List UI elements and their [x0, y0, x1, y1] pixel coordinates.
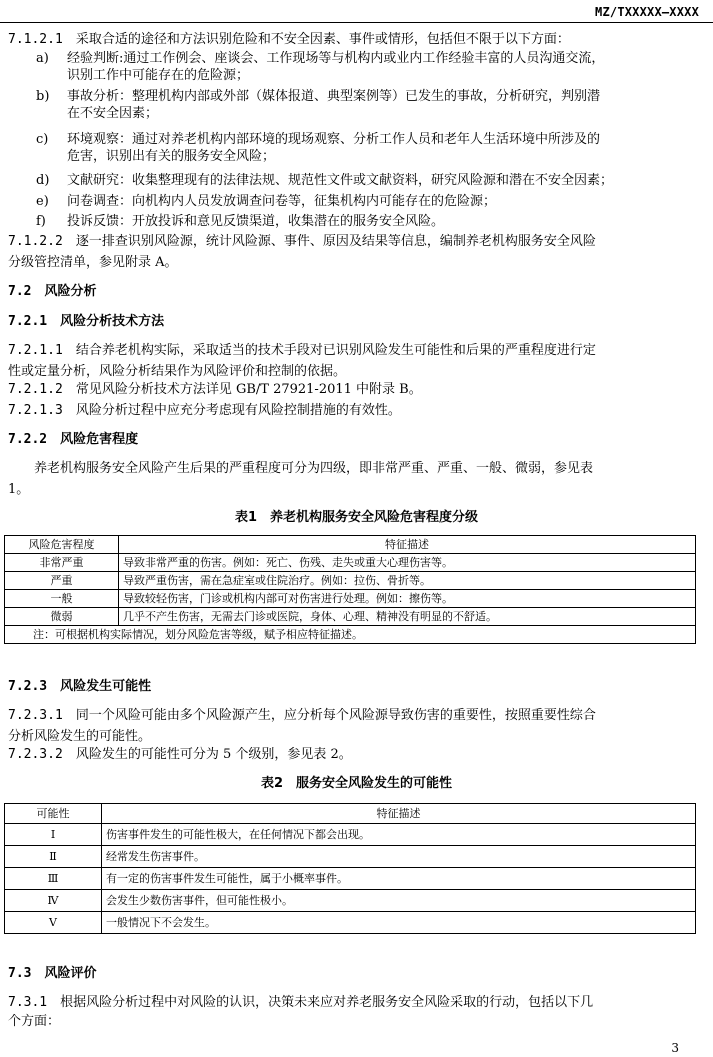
clause-text: 逐一排查识别风险源，统计风险源、事件、原因及结果等信息，编制养老机构服务安全风险: [75, 234, 596, 249]
description-cell: 导致较轻伤害，门诊或机构内部可对伤害进行处理。例如：擦伤等。: [119, 590, 696, 608]
list-item-line: 文献研究：收集整理现有的法律法规、规范性文件或文献资料，研究风险源和潜在不安全因素；: [67, 173, 614, 188]
table-row: [5, 890, 696, 912]
severity-intro-paragraph: [8, 460, 700, 498]
document-code: MZ/TXXXXX—XXXX: [595, 5, 699, 19]
table-note: 注：可根据机构实际情况，划分风险危害等级，赋予相应特征描述。: [5, 626, 696, 644]
paragraph-text: 养老机构服务安全风险产生后果的严重程度可分为四级，即非常严重、严重、一般、微弱，参见表: [34, 461, 594, 476]
description-cell: 会发生少数伤害事件，但可能性极小。: [102, 890, 696, 912]
section-title: 风险发生可能性: [60, 679, 152, 694]
list-item-line: 在不安全因素；: [67, 106, 159, 121]
clause-7-2-1-1: [8, 342, 700, 380]
likelihood-level-cell: Ⅴ: [5, 912, 102, 934]
table-row: [5, 554, 696, 572]
section-title: 风险评价: [44, 966, 97, 981]
subsection-heading: [8, 313, 700, 330]
clause-text: 风险发生的可能性可分为 5 个级别，参见表 2。: [75, 747, 352, 762]
section-heading: [8, 965, 700, 982]
identification-method-list: [8, 50, 700, 233]
clause-number: 7.2.1.1: [8, 343, 63, 358]
table-header-cell: 风险危害程度: [5, 536, 119, 554]
clause-text: 分级管控清单，参见附录 A。: [8, 255, 178, 270]
clause-text: 根据风险分析过程中对风险的认识，决策未来应对养老服务安全风险采取的行动，包括以下几: [60, 995, 594, 1010]
list-item-line: 问卷调查：向机构内人员发放调查问卷等，征集机构内可能存在的危险源；: [67, 194, 497, 209]
table-header-row: [5, 804, 696, 824]
list-item-label: f): [36, 214, 46, 229]
list-item: [8, 193, 700, 213]
clause-number: 7.2.1.2: [8, 382, 63, 397]
severity-level-cell: 非常严重: [5, 554, 119, 572]
header-rule: [0, 22, 713, 23]
table-row: [5, 572, 696, 590]
clause-text: 性或定量分析，风险分析结果作为风险评价和控制的依据。: [8, 364, 347, 379]
clause-text: 结合养老机构实际，采取适当的技术手段对已识别风险发生可能性和后果的严重程度进行定: [75, 343, 596, 358]
list-item-label: c): [36, 132, 49, 147]
description-cell: 有一定的伤害事件发生可能性，属于小概率事件。: [102, 868, 696, 890]
severity-level-table: [4, 535, 696, 644]
likelihood-level-cell: Ⅰ: [5, 824, 102, 846]
description-cell: 几乎不产生伤害，无需去门诊或医院，身体、心理、精神没有明显的不舒适。: [119, 608, 696, 626]
section-number: 7.2.1: [8, 314, 48, 329]
paragraph-text: 1。: [8, 482, 30, 497]
clause-7-2-1-3: [8, 402, 700, 419]
clause-text: 风险分析过程中应充分考虑现有风险控制措施的有效性。: [75, 403, 401, 418]
section-title: 风险危害程度: [60, 432, 139, 447]
list-item-label: e): [36, 194, 49, 209]
table-header-cell: 可能性: [5, 804, 102, 824]
list-item-line: 投诉反馈：开放投诉和意见反馈渠道，收集潜在的服务安全风险。: [67, 214, 445, 229]
likelihood-table: [4, 803, 696, 934]
section-number: 7.3: [8, 966, 32, 981]
table-header-cell: 特征描述: [102, 804, 696, 824]
subsection-heading: [8, 431, 700, 448]
severity-level-cell: 一般: [5, 590, 119, 608]
clause-7-2-3-1: [8, 707, 700, 745]
list-item-line: 识别工作中可能存在的危险源；: [67, 68, 250, 83]
section-title: 风险分析: [44, 284, 97, 299]
list-item-line: 经验判断:通过工作例会、座谈会、工作现场等与机构内或业内工作经验丰富的人员沟通交流，: [67, 51, 605, 66]
table-row: [5, 590, 696, 608]
section-number: 7.2.3: [8, 679, 48, 694]
clause-7-2-1-2: [8, 381, 700, 398]
list-item-line: 环境观察：通过对养老机构内部环境的现场观察、分析工作人员和老年人生活环境中所涉及的: [67, 132, 601, 147]
table-row: [5, 608, 696, 626]
list-item: [8, 50, 700, 88]
clause-7-2-3-2: [8, 746, 700, 763]
table-2-caption: 表2 服务安全风险发生的可能性: [260, 776, 453, 791]
severity-level-cell: 严重: [5, 572, 119, 590]
clause-number: 7.1.2.1: [8, 32, 63, 47]
table-1-caption: 表1 养老机构服务安全风险危害程度分级: [234, 510, 479, 525]
clause-number: 7.3.1: [8, 995, 48, 1010]
clause-text: 分析风险发生的可能性。: [8, 729, 152, 744]
severity-level-cell: 微弱: [5, 608, 119, 626]
clause-number: 7.2.1.3: [8, 403, 63, 418]
page-number: 3: [671, 1041, 679, 1055]
clause-text: 常见风险分析技术方法详见 GB/T 27921-2011 中附录 B。: [75, 382, 422, 397]
clause-text: 采取合适的途径和方法识别危险和不安全因素、事件或情形，包括但不限于以下方面：: [75, 32, 570, 47]
description-cell: 导致非常严重的伤害。例如：死亡、伤残、走失或重大心理伤害等。: [119, 554, 696, 572]
table-row: [5, 868, 696, 890]
clause-7-1-2-2: [8, 233, 700, 271]
list-item-line: 危害，识别出有关的服务安全风险；: [67, 149, 276, 164]
table-header-row: [5, 536, 696, 554]
section-number: 7.2.2: [8, 432, 48, 447]
section-number: 7.2: [8, 284, 32, 299]
list-item: [8, 88, 700, 131]
list-item-label: b): [36, 89, 50, 104]
description-cell: 一般情况下不会发生。: [102, 912, 696, 934]
likelihood-level-cell: Ⅳ: [5, 890, 102, 912]
description-cell: 经常发生伤害事件。: [102, 846, 696, 868]
clause-text: 个方面：: [8, 1014, 61, 1029]
list-item: [8, 131, 700, 172]
section-title: 风险分析技术方法: [60, 314, 165, 329]
clause-number: 7.2.3.1: [8, 708, 63, 723]
list-item-label: a): [36, 51, 49, 66]
clause-7-1-2-1: [8, 31, 700, 48]
table-row: [5, 846, 696, 868]
list-item: [8, 213, 700, 233]
likelihood-level-cell: Ⅱ: [5, 846, 102, 868]
subsection-heading: [8, 678, 700, 695]
description-cell: 导致严重伤害，需在急症室或住院治疗。例如：拉伤、骨折等。: [119, 572, 696, 590]
list-item-label: d): [36, 173, 50, 188]
clause-number: 7.1.2.2: [8, 234, 63, 249]
clause-7-3-1: [8, 994, 700, 1030]
likelihood-level-cell: Ⅲ: [5, 868, 102, 890]
section-heading: [8, 283, 700, 300]
clause-number: 7.2.3.2: [8, 747, 63, 762]
clause-text: 同一个风险可能由多个风险源产生，应分析每个风险源导致伤害的重要性，按照重要性综合: [75, 708, 596, 723]
table-note-row: [5, 626, 696, 644]
description-cell: 伤害事件发生的可能性极大，在任何情况下都会出现。: [102, 824, 696, 846]
list-item: [8, 172, 700, 193]
table-row: [5, 824, 696, 846]
table-row: [5, 912, 696, 934]
list-item-line: 事故分析：整理机构内部或外部（媒体报道、典型案例等）已发生的事故，分析研究，判别潜: [67, 89, 601, 104]
table-header-cell: 特征描述: [119, 536, 696, 554]
